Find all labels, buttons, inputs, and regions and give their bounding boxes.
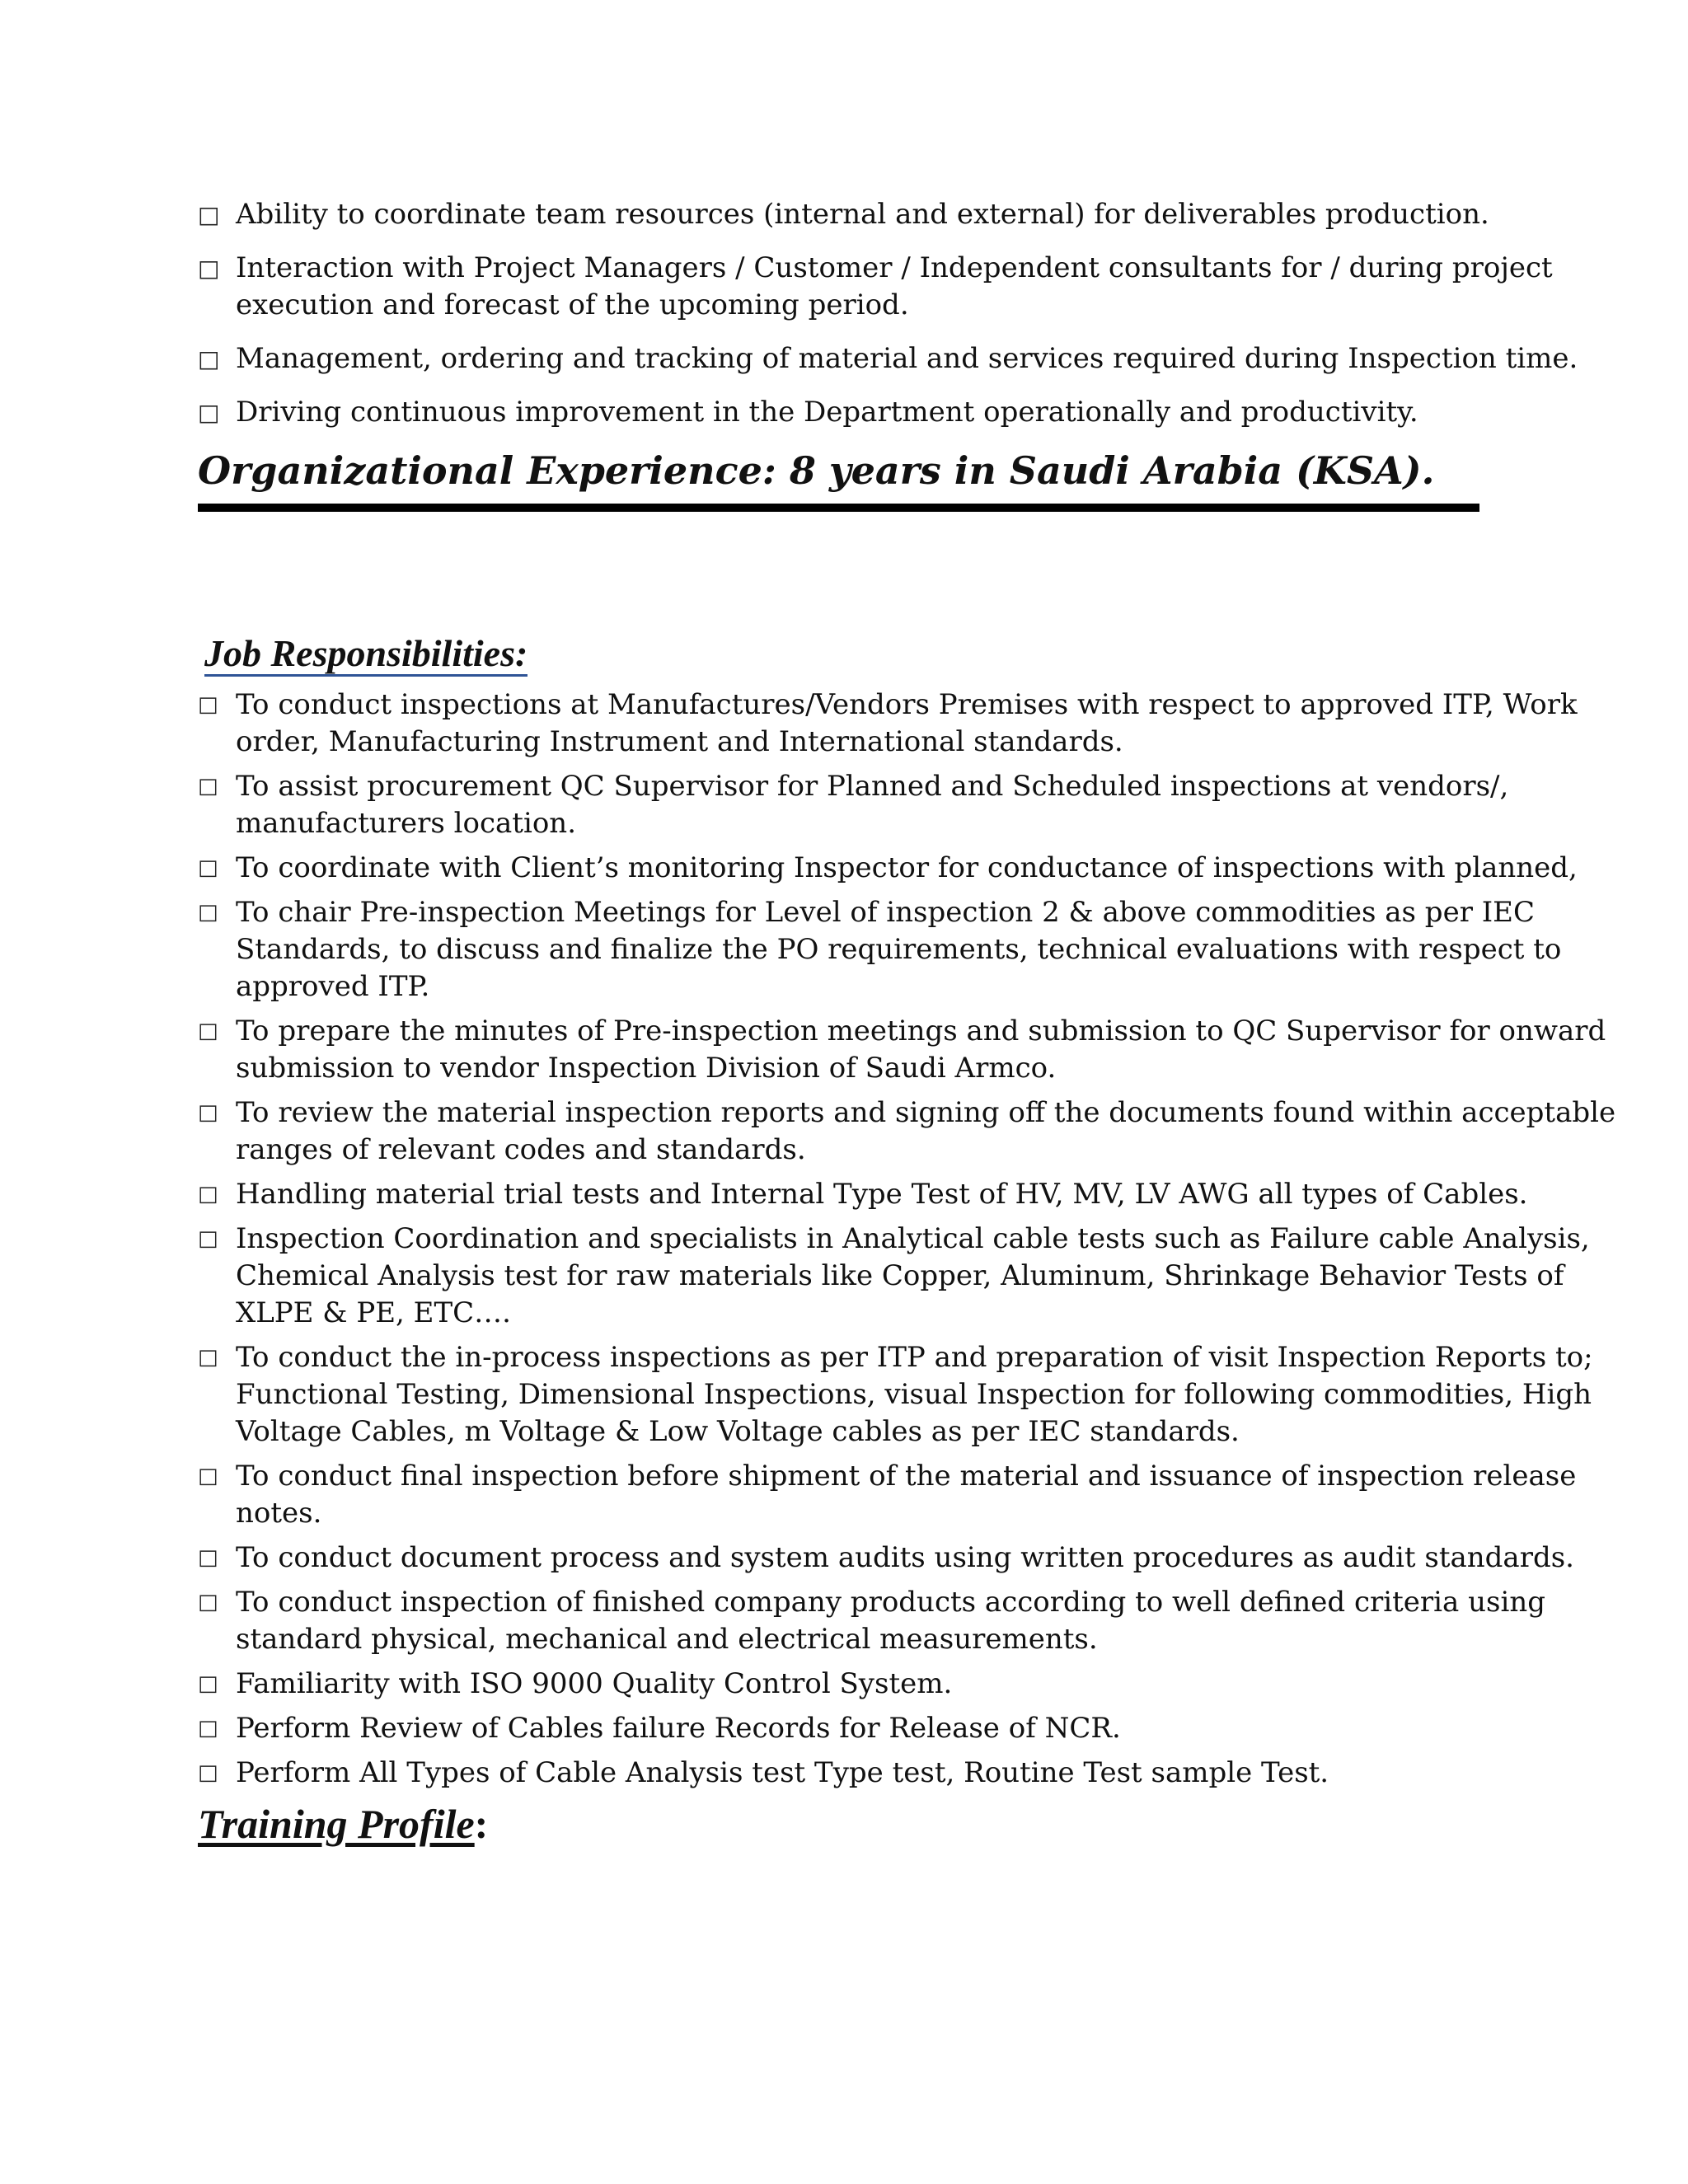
list-item-text: To conduct the in-process inspections as per ITP and preparation of visit Inspection Reports to; Functional Testing, Dimensional Inspections, visual Inspection for following commodities, High Voltage Cables, m Voltage & Low Voltage cables as per IEC standards. (236, 1341, 1593, 1448)
training-profile-heading-colon: : (474, 1801, 489, 1847)
list-item-text: To prepare the minutes of Pre-inspection meetings and submission to QC Supervisor for onward submission to vendor Inspection Division of Saudi Armco. (236, 1015, 1606, 1085)
list-item-text: Ability to coordinate team resources (internal and external) for deliverables production. (236, 198, 1489, 231)
list-item (198, 1755, 1648, 1792)
list-item-text: Handling material trial tests and Internal Type Test of HV, MV, LV AWG all types of Cables. (236, 1178, 1528, 1211)
list-item-text: To assist procurement QC Supervisor for Planned and Scheduled inspections at vendors/, manufacturers location. (236, 770, 1509, 840)
list-item-text: To conduct document process and system audits using written procedures as audit standards. (236, 1541, 1574, 1574)
list-item-text: Perform Review of Cables failure Records for Release of NCR. (236, 1712, 1121, 1745)
bullet-box-icon: □ (198, 855, 218, 880)
bullet-box-icon: □ (198, 1019, 218, 1043)
list-item (198, 1013, 1648, 1087)
list-item (198, 1710, 1648, 1747)
bullet-box-icon: □ (198, 255, 220, 282)
bullet-box-icon: □ (198, 1182, 218, 1207)
list-item (198, 687, 1648, 761)
list-item-text: To coordinate with Client’s monitoring Inspector for conductance of inspections with planned, (236, 851, 1578, 884)
page-content (198, 196, 1648, 1849)
list-item (198, 1540, 1648, 1577)
training-profile-heading (198, 1799, 1648, 1849)
list-item-text: To conduct final inspection before shipment of the material and issuance of inspection release notes. (236, 1460, 1577, 1530)
list-item-text: Inspection Coordination and specialists in Analytical cable tests such as Failure cable Analysis, Chemical Analysis test for raw materials like Copper, Aluminum, Shrinkage Behavior Tests of XLPE & PE, ETC…. (236, 1222, 1590, 1329)
list-item (198, 340, 1648, 377)
bullet-box-icon: □ (198, 399, 220, 426)
job-responsibilities-heading-text: Job Responsibilities: (204, 632, 528, 677)
list-item (198, 1176, 1648, 1213)
bullet-box-icon: □ (198, 1226, 218, 1251)
list-item (198, 850, 1648, 887)
bullet-box-icon: □ (198, 774, 218, 799)
list-item (198, 250, 1648, 324)
skills-bullet-list (198, 196, 1648, 431)
list-item (198, 1458, 1648, 1532)
section-divider (198, 504, 1479, 512)
bullet-box-icon: □ (198, 201, 220, 228)
training-profile-heading-text: Training Profile (198, 1801, 475, 1847)
list-item (198, 1094, 1648, 1169)
bullet-box-icon: □ (198, 1716, 218, 1741)
bullet-box-icon: □ (198, 1464, 218, 1488)
bullet-box-icon: □ (198, 1345, 218, 1370)
list-item-text: To conduct inspections at Manufactures/Vendors Premises with respect to approved ITP, Work order, Manufacturing Instrument and International standards. (236, 688, 1578, 758)
list-item (198, 1666, 1648, 1703)
list-item-text: Driving continuous improvement in the Department operationally and productivity. (236, 396, 1418, 429)
bullet-box-icon: □ (198, 1671, 218, 1696)
list-item-text: Interaction with Project Managers / Customer / Independent consultants for / during project execution and forecast of the upcoming period. (236, 251, 1553, 321)
list-item-text: Perform All Types of Cable Analysis test Type test, Routine Test sample Test. (236, 1756, 1329, 1789)
bullet-box-icon: □ (198, 1760, 218, 1785)
list-item (198, 768, 1648, 842)
list-item (198, 394, 1648, 431)
list-item (198, 894, 1648, 1005)
list-item (198, 1339, 1648, 1451)
list-item (198, 1221, 1648, 1332)
list-item-text: Management, ordering and tracking of material and services required during Inspection time. (236, 342, 1578, 375)
bullet-box-icon: □ (198, 1590, 218, 1615)
job-responsibilities-list (198, 687, 1648, 1792)
bullet-box-icon: □ (198, 1100, 218, 1125)
org-experience-heading: Organizational Experience: 8 years in Saudi Arabia (KSA). (198, 448, 1435, 493)
bullet-box-icon: □ (198, 345, 220, 373)
job-responsibilities-heading (204, 630, 1648, 677)
bullet-box-icon: □ (198, 692, 218, 717)
list-item-text: To review the material inspection reports and signing off the documents found within acceptable ranges of relevant codes and standards. (236, 1096, 1616, 1166)
list-item-text: Familiarity with ISO 9000 Quality Control System. (236, 1667, 953, 1700)
list-item-text: To chair Pre-inspection Meetings for Level of inspection 2 & above commodities as per IEC Standards, to discuss and finalize the PO requirements, technical evaluations with respect to approved ITP. (236, 896, 1562, 1003)
bullet-box-icon: □ (198, 1545, 218, 1570)
list-item (198, 196, 1648, 233)
list-item (198, 1584, 1648, 1658)
list-item-text: To conduct inspection of finished company products according to well defined criteria using standard physical, mechanical and electrical measurements. (236, 1586, 1546, 1656)
bullet-box-icon: □ (198, 900, 218, 925)
